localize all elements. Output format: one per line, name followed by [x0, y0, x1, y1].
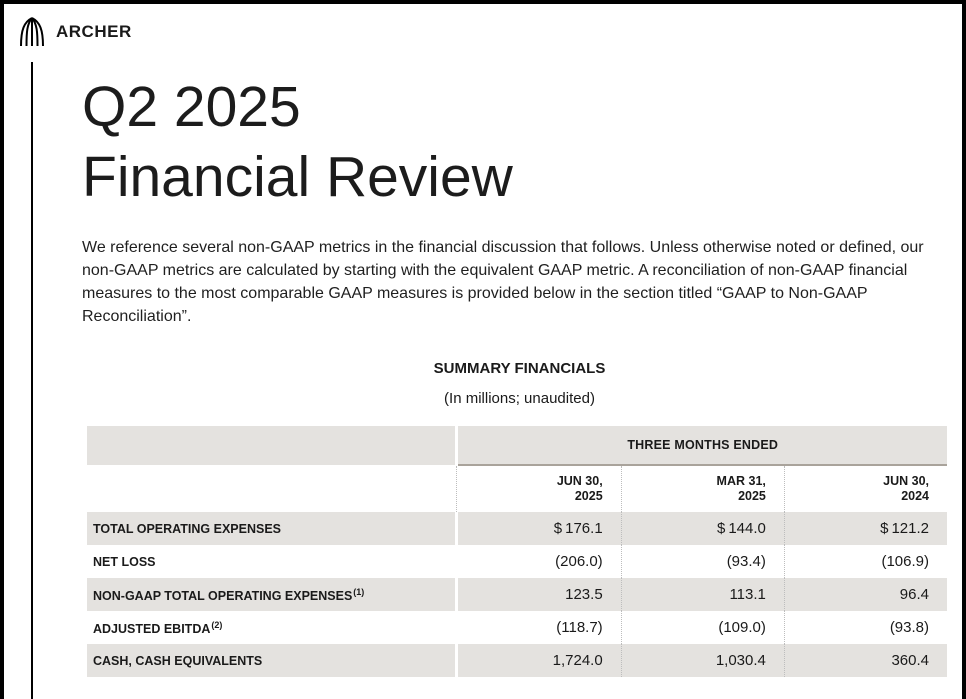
period-header: JUN 30, 2024 [784, 465, 947, 512]
table-row [87, 512, 947, 545]
brand-name: ARCHER [56, 22, 132, 41]
cell-value: 113.1 [621, 578, 784, 611]
row-label: TOTAL OPERATING EXPENSES [87, 512, 457, 545]
cell-value: 96.4 [784, 578, 947, 611]
cell-value: (93.8) [889, 619, 929, 636]
cell-value: (109.0) [621, 611, 784, 644]
cell-value: 1,030.4 [621, 644, 784, 677]
cell-value: (206.0) [555, 553, 603, 570]
row-label: ADJUSTED EBITDA$^{(2)}$ [87, 611, 457, 644]
row-label: NET LOSS [87, 545, 457, 578]
cell-value: $ 144.0 [621, 512, 784, 545]
group-header: THREE MONTHS ENDED [457, 426, 947, 465]
intro-paragraph: We reference several non-GAAP metrics in the financial discussion that follows. Unless otherwise noted or defined, our non-GAAP metrics are calculated by starting with the equivalent GAAP metric. A reconciliation of non-GAAP financial measures to the most comparable GAAP measures is provided below in the section titled “GAAP to Non-GAAP Reconciliation”. [82, 239, 924, 325]
cell-value: (106.9) [881, 553, 929, 570]
title-line-1: Q2 2025 [82, 75, 301, 139]
page-title [82, 72, 513, 212]
period-header-row [87, 465, 947, 512]
summary-financials-table [87, 426, 947, 677]
cell-value: 360.4 [784, 644, 947, 677]
row-label: NON-GAAP TOTAL OPERATING EXPENSES$^{(1)}$ [87, 578, 457, 611]
header-blank-cell [87, 426, 457, 465]
footnote-marker: (1) [353, 586, 365, 597]
footnote-marker: (2) [211, 619, 223, 630]
period-header: MAR 31, 2025 [621, 465, 784, 512]
table-row [87, 611, 947, 644]
period-header: JUN 30, 2025 [457, 465, 621, 512]
cell-value: (93.4) [621, 545, 784, 578]
row-label: CASH, CASH EQUIVALENTS [87, 644, 457, 677]
table-subtitle: (In millions; unaudited) [444, 390, 595, 407]
table-row [87, 578, 947, 611]
cell-value: 123.5 [457, 578, 621, 611]
title-line-2: Financial Review [82, 145, 513, 209]
archer-logo [18, 16, 132, 48]
archer-logo-icon [18, 16, 46, 48]
cell-value: $ 121.2 [784, 512, 947, 545]
cell-value: 1,724.0 [457, 644, 621, 677]
vertical-rule [31, 62, 33, 699]
cell-value: $ 176.1 [457, 512, 621, 545]
table-row [87, 644, 947, 677]
table-title: SUMMARY FINANCIALS [433, 360, 606, 377]
table-group-header-row [87, 426, 947, 465]
table-row [87, 545, 947, 578]
cell-value: (118.7) [556, 619, 603, 636]
